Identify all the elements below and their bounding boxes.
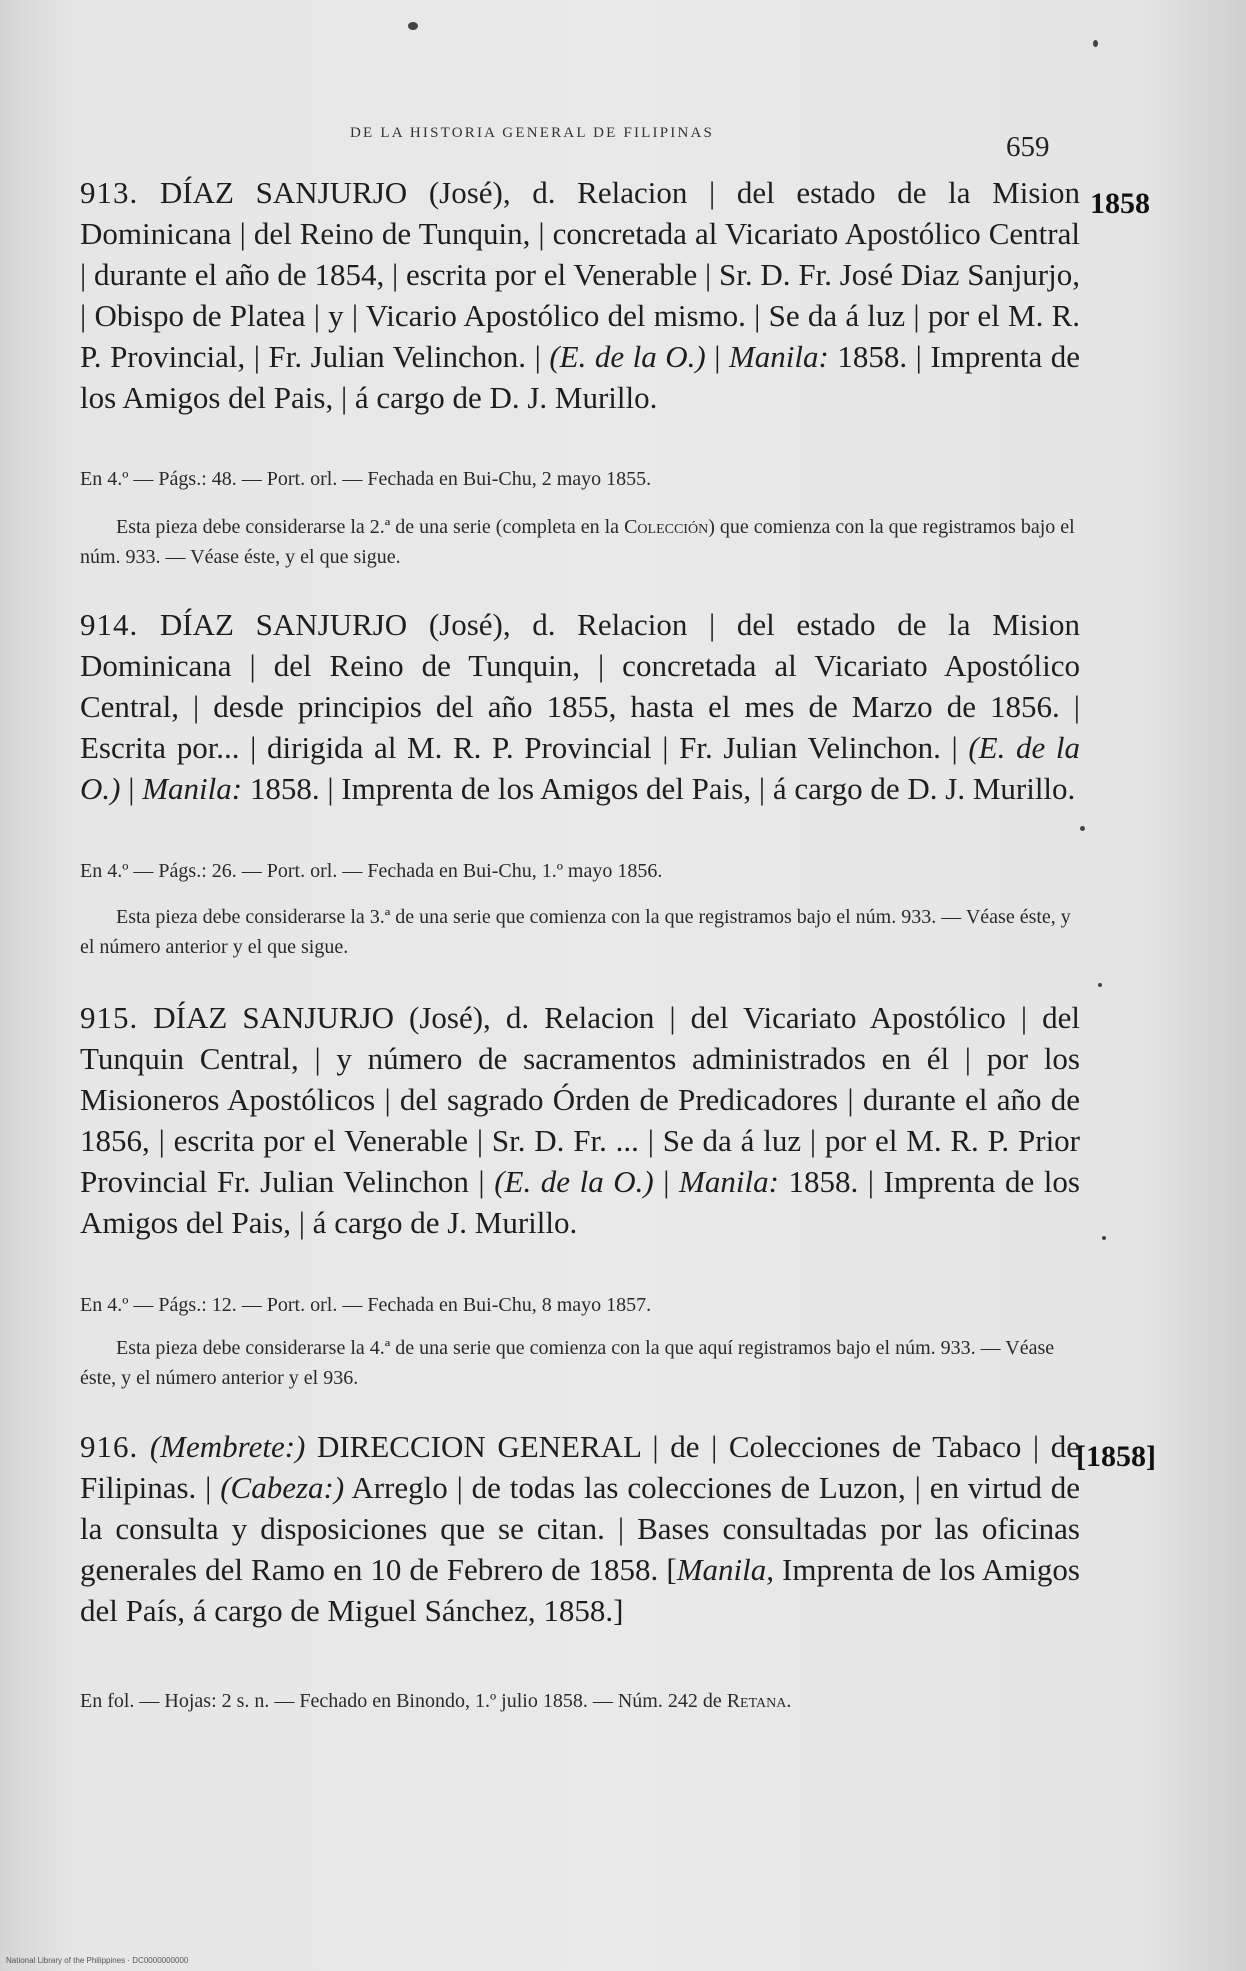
margin-year-bracketed: [1858] xyxy=(1076,1440,1156,1473)
entry-italic: (Membrete:) xyxy=(149,1429,306,1464)
entry-914 xyxy=(80,604,1080,809)
entry-note: Esta pieza debe considerarse la 2.ª de una serie (completa en la Colección) que comienza con la que registramos bajo el núm. 933. — Véase éste, y el que sigue. xyxy=(80,516,1075,568)
page-number: 659 xyxy=(1006,131,1050,163)
entry-description: En 4.º — Págs.: 48. — Port. orl. — Fechada en Bui-Chu, 2 mayo 1855. xyxy=(80,468,652,490)
entry-description: En 4.º — Págs.: 26. — Port. orl. — Fechada en Bui-Chu, 1.º mayo 1856. xyxy=(80,860,663,882)
scan-speck xyxy=(1093,40,1098,47)
entry-916 xyxy=(80,1426,1080,1631)
entry-italic: (E. de la O.) xyxy=(80,730,1080,806)
entry-text: 1858. | Imprenta de los Amigos del Pais, | á cargo de D. J. Murillo. xyxy=(80,339,1081,415)
entry-text: DIRECCION GENERAL | de | Colecciones de Tabaco | de Filipinas. | xyxy=(80,1429,1080,1505)
entry-text: DÍAZ SANJURJO (José), d. Relacion | del Vicariato Apostólico | del Tunquin Central, | y número de sacramentos administrados en él | por los Misioneros Apostólicos | del sagrado Órden de Predicadores | durante el año de 1856, | escrita por el Venerable | Sr. D. Fr. ... | Se da á luz | por el M. R. P. Prior Provincial Fr. Julian Velinchon | xyxy=(80,1000,1080,1199)
entry-italic: Manila: xyxy=(142,771,243,806)
entry-italic: Manila: xyxy=(728,339,829,374)
entry-text: Imprenta de los Amigos del País, á cargo de Miguel Sánchez, 1858.] xyxy=(80,1552,1080,1628)
entry-text: DÍAZ SANJURJO (José), d. Relacion | del estado de la Mision Dominicana | del Reino de Tunquin, | concretada al Vicariato Apostólico Central | durante el año de 1854, | escrita por el Venerable | Sr. D. Fr. José Diaz Sanjurjo, | Obispo de Platea | y | Vicario Apostólico del mismo. | Se da á luz | por el M. R. P. Provincial, | Fr. Julian Velinchon. | xyxy=(80,175,1080,374)
entry-description: En fol. — Hojas: 2 s. n. — Fechado en Binondo, 1.º julio 1858. — Núm. 242 de Retana. xyxy=(80,1690,792,1712)
entry-italic: Manila, xyxy=(676,1552,774,1587)
scan-speck xyxy=(1098,983,1102,987)
entry-number: 915. xyxy=(80,1000,139,1035)
entry-text: DÍAZ SANJURJO (José), d. Relacion | del estado de la Mision Dominicana | del Reino de Tunquin, | concretada al Vicariato Apostólico Central, | desde principios del año 1855, hasta el mes de Marzo de 1856. | Escrita por... | dirigida al M. R. P. Provincial | Fr. Julian Velinchon. | xyxy=(80,607,1080,765)
entry-italic: Manila: xyxy=(679,1164,779,1199)
entry-number: 914. xyxy=(80,607,139,642)
entry-italic: (E. de la O.) xyxy=(549,339,706,374)
scan-speck xyxy=(408,22,418,30)
small-caps-text: Colección xyxy=(624,516,709,538)
scan-speck xyxy=(1080,826,1085,831)
entry-number: 913. xyxy=(80,175,139,210)
margin-year: 1858 xyxy=(1090,187,1150,220)
entry-note: Esta pieza debe considerarse la 3.ª de una serie que comienza con la que registramos bajo el núm. 933. — Véase éste, y el número anterior y el que sigue. xyxy=(80,906,1071,958)
entry-italic: (Cabeza:) xyxy=(220,1470,345,1505)
entry-number: 916. xyxy=(80,1429,139,1464)
entry-text: 1858. | Imprenta de los Amigos del Pais, | á cargo de D. J. Murillo. xyxy=(242,771,1076,806)
running-title: DE LA HISTORIA GENERAL DE FILIPINAS xyxy=(350,125,715,141)
entry-italic: (E. de la O.) xyxy=(494,1164,654,1199)
scan-speck xyxy=(1102,1236,1106,1240)
entry-text: Arreglo | de todas las colecciones de Luzon, | en virtud de la consulta y disposiciones que se citan. | Bases consultadas por las oficinas generales del Ramo en 10 de Febrero de 1858. [ xyxy=(80,1470,1080,1587)
entry-915 xyxy=(80,997,1080,1243)
entry-description: En 4.º — Págs.: 12. — Port. orl. — Fechada en Bui-Chu, 8 mayo 1857. xyxy=(80,1294,652,1316)
entry-text: | xyxy=(705,339,729,374)
entry-text: | xyxy=(120,771,143,806)
entry-text: | xyxy=(653,1164,680,1199)
entry-text: 1858. | Imprenta de los Amigos del Pais, | á cargo de J. Murillo. xyxy=(80,1164,1080,1240)
entry-note: Esta pieza debe considerarse la 4.ª de una serie que comienza con la que aquí registramos bajo el núm. 933. — Véase éste, y el número anterior y el 936. xyxy=(80,1337,1055,1389)
small-caps-text: Retana. xyxy=(726,1690,792,1712)
scan-credit: National Library of the Philippines · DC0000000000 xyxy=(6,1956,189,1965)
entry-913 xyxy=(80,172,1080,418)
